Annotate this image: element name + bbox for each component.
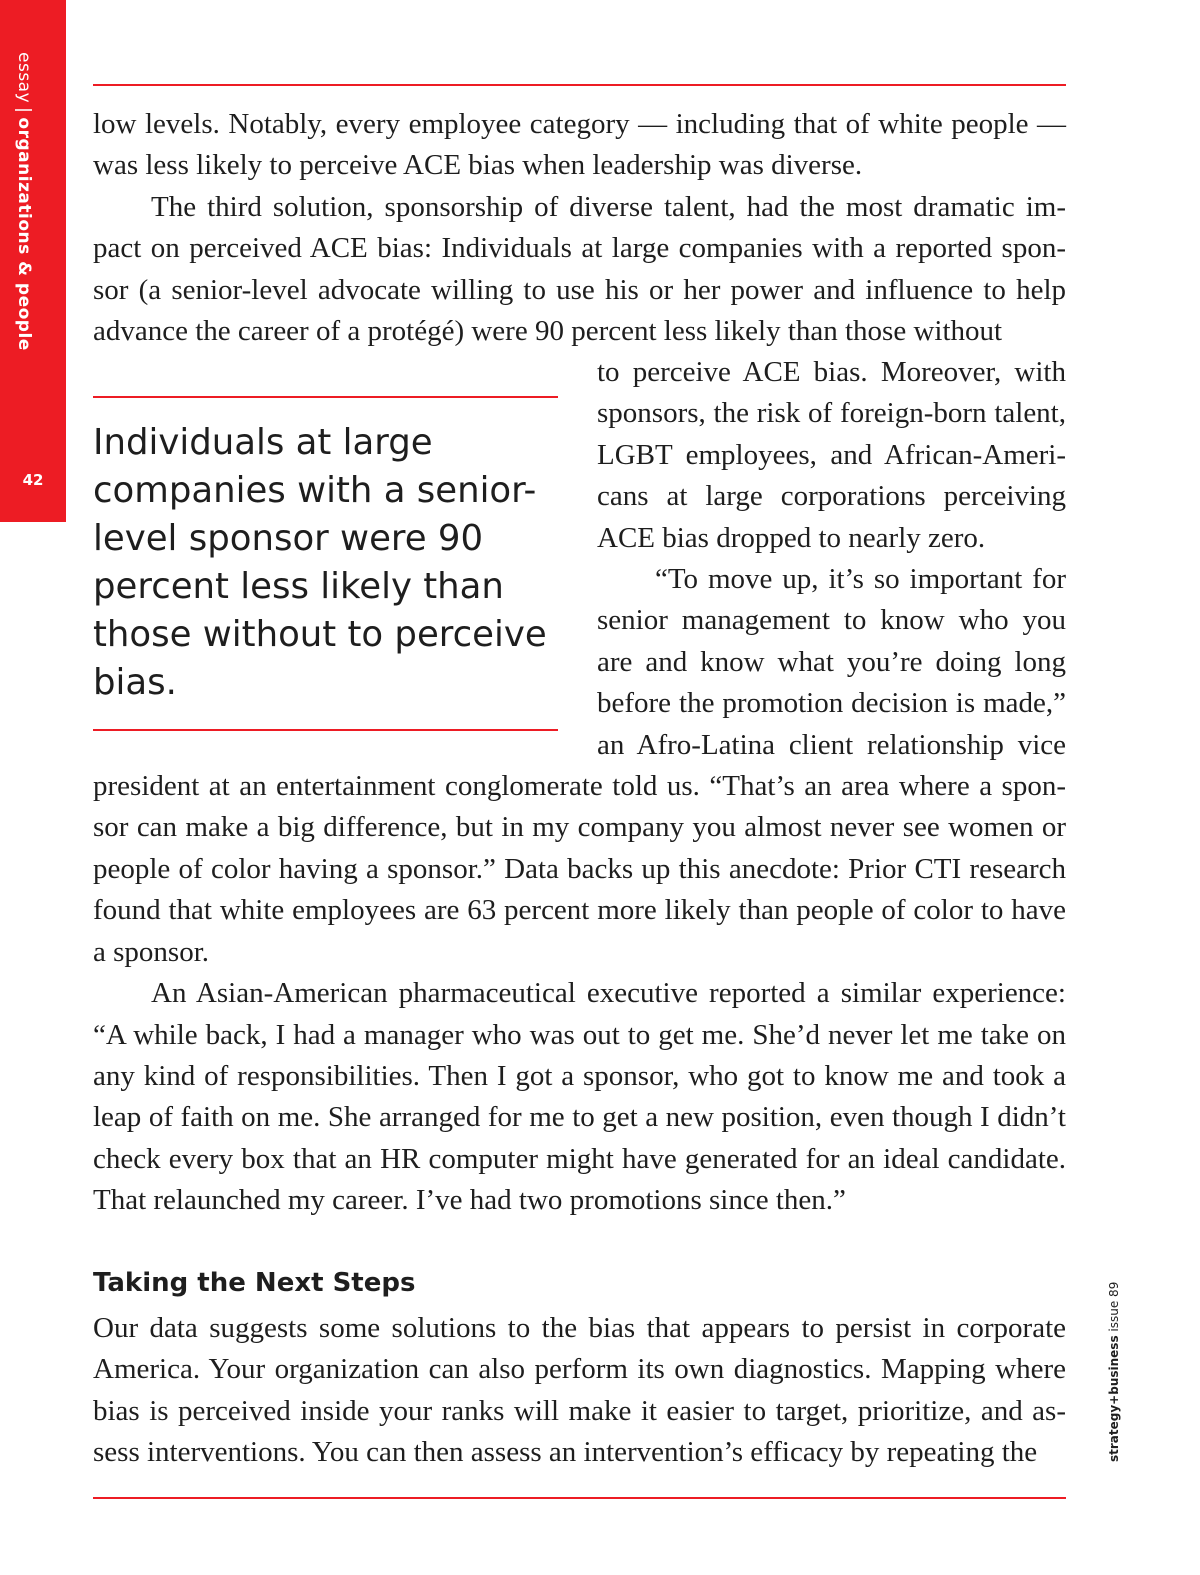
paragraph: An Asian-American pharmaceutical executive reported a similar experience: “A while back, I had a manager who was out to get me. She’d never let me take on any kind of responsibilities. Then I got a sponsor, who got to know me and took a leap of faith on me. She arranged for me to get a new position, even though I didn’t check every box that an HR computer might have generated for an ideal candidate. That relaunched my career. I’ve had two promotions since then.”	[93, 977, 1066, 1217]
paragraph: “To move up, it’s so important for senior management to know who you are and know what you’re doing long before the promotion decision is made,” an Afro-Latina client relationship vice president at an entertainment conglomerate told us. “That’s an area where a spon-sor can make a big difference, but in my company you almost never see women or people of color having a sponsor.” Data backs up this anecdote: Prior CTI research found that white employees are 63 percent more likely than people of color to have a sponsor.	[93, 563, 1066, 968]
pull-quote: Individuals at large companies with a senior-level sponsor were 90 percent less likely than those without to perceive bias.	[93, 422, 547, 703]
section-heading: Taking the Next Steps	[93, 1268, 416, 1298]
paragraph: low levels. Notably, every employee category — including that of white people — was less likely to perceive ACE bias when leadership was diverse.	[93, 108, 1066, 182]
section-label	[14, 52, 34, 351]
top-rule	[93, 84, 1066, 86]
pull-quote-top-rule	[93, 396, 558, 398]
section-name: organizations & people	[14, 117, 34, 351]
label-separator: |	[14, 107, 34, 114]
article-block-1	[93, 104, 1066, 352]
paragraph: The third solution, sponsorship of diverse talent, had the most dramatic im-pact on perceived ACE bias: Individuals at large companies with a reported spon-sor (a senior-level advocate willing to use his or her power and influence to help advance the career of a protégé) were 90 percent less likely than those without	[93, 190, 1066, 348]
issue-number: issue 89	[1107, 1281, 1121, 1332]
publication-name: strategy+business	[1107, 1335, 1121, 1462]
paragraph: to perceive ACE bias. Moreover, with sponsors, the risk of foreign-born talent, LGBT employees, and African-Ameri-cans at large corporations perceiving ACE bias dropped to nearly zero.	[597, 356, 1066, 554]
pull-quote-bottom-rule	[93, 729, 558, 731]
paragraph: Our data suggests some solutions to the bias that appears to persist in corporate America. Your organization can also perform its own diagnostics. Mapping where bias is perceived inside your ranks will make it easier to target, prioritize, and as-sess interventions. You can then assess an intervention’s efficacy by repeating the	[93, 1312, 1066, 1469]
page-number: 42	[22, 471, 44, 489]
bottom-rule	[93, 1497, 1066, 1499]
category-label: essay	[14, 52, 34, 104]
article-block-3	[93, 1308, 1066, 1474]
publication-footer	[1107, 1282, 1121, 1462]
